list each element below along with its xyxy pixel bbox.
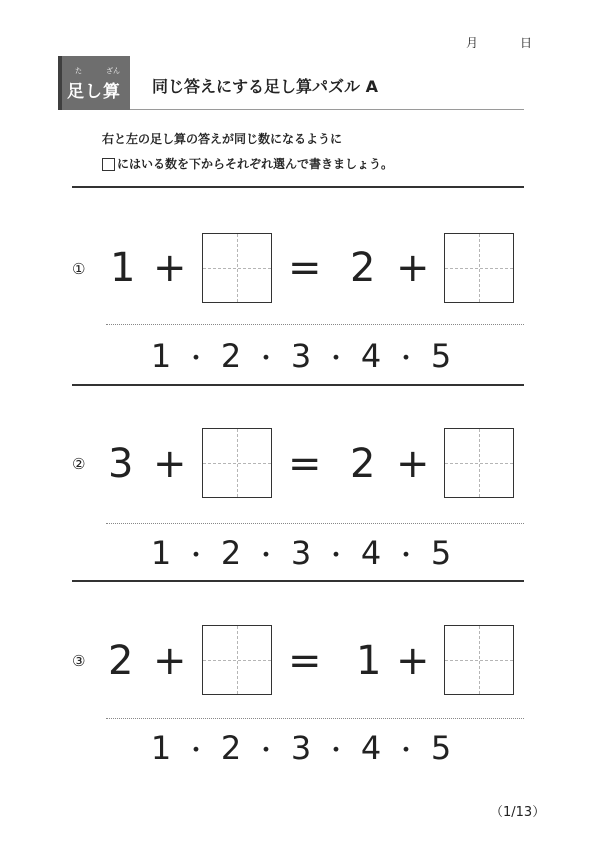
choice-list <box>150 534 452 572</box>
choice-separator: ・ <box>252 344 279 374</box>
choice-separator: ・ <box>252 736 279 766</box>
day-label: 日 <box>520 36 533 50</box>
section-divider <box>72 384 524 386</box>
choice-separator: ・ <box>392 541 419 571</box>
choice-number: 1 <box>150 534 172 572</box>
answer-box-left[interactable] <box>202 428 272 498</box>
left-number: 1 <box>110 245 136 291</box>
plus-sign: + <box>396 245 430 291</box>
choice-separator: ・ <box>182 344 209 374</box>
choice-number: 5 <box>430 534 452 572</box>
choice-number: 3 <box>290 729 312 767</box>
blank-box-icon <box>102 158 115 171</box>
dotted-rule <box>106 324 524 325</box>
choice-list <box>150 337 452 375</box>
choice-number: 2 <box>220 729 242 767</box>
month-label: 月 <box>466 36 479 50</box>
problem-marker: ② <box>72 455 86 473</box>
choice-number: 4 <box>360 534 382 572</box>
plus-sign: + <box>396 638 430 684</box>
equals-sign: = <box>288 245 322 291</box>
category-tag <box>58 56 130 110</box>
section-divider <box>72 186 524 188</box>
plus-sign: + <box>396 441 430 487</box>
problem-marker: ③ <box>72 652 86 670</box>
choice-number: 3 <box>290 534 312 572</box>
page-number: （1/13） <box>490 805 546 820</box>
dotted-rule <box>106 718 524 719</box>
instruction-line-1: 右と左の足し算の答えが同じ数になるように <box>102 132 343 146</box>
plus-sign: + <box>153 638 187 684</box>
category-tag-edge <box>58 56 62 110</box>
left-number: 2 <box>108 638 134 684</box>
answer-box-left[interactable] <box>202 233 272 303</box>
choice-separator: ・ <box>322 541 349 571</box>
answer-box-right[interactable] <box>444 233 514 303</box>
choice-separator: ・ <box>392 736 419 766</box>
plus-sign: + <box>153 441 187 487</box>
choice-number: 1 <box>150 337 172 375</box>
category-label: 足し算 <box>67 81 121 102</box>
choice-number: 5 <box>430 729 452 767</box>
dotted-rule <box>106 523 524 524</box>
answer-box-left[interactable] <box>202 625 272 695</box>
choice-number: 2 <box>220 337 242 375</box>
choice-list <box>150 729 452 767</box>
section-divider <box>72 580 524 582</box>
choice-number: 4 <box>360 729 382 767</box>
choice-separator: ・ <box>322 344 349 374</box>
category-ruby-zan: ざん <box>106 67 120 75</box>
choice-separator: ・ <box>392 344 419 374</box>
answer-box-right[interactable] <box>444 625 514 695</box>
choice-number: 4 <box>360 337 382 375</box>
instruction-line-2 <box>102 155 393 172</box>
category-ruby-ta: た <box>75 67 82 75</box>
answer-box-right[interactable] <box>444 428 514 498</box>
choice-number: 1 <box>150 729 172 767</box>
choice-separator: ・ <box>182 541 209 571</box>
plus-sign: + <box>153 245 187 291</box>
choice-separator: ・ <box>322 736 349 766</box>
left-number: 3 <box>108 441 134 487</box>
choice-number: 5 <box>430 337 452 375</box>
right-number: 1 <box>356 638 382 684</box>
instruction-line-2-text: にはいる数を下からそれぞれ選んで書きましょう。 <box>117 157 394 171</box>
page-title: 同じ答えにする足し算パズル A <box>152 77 378 96</box>
equals-sign: = <box>288 638 322 684</box>
right-number: 2 <box>350 441 376 487</box>
choice-separator: ・ <box>182 736 209 766</box>
right-number: 2 <box>350 245 376 291</box>
title-rule <box>130 109 524 110</box>
choice-separator: ・ <box>252 541 279 571</box>
equals-sign: = <box>288 441 322 487</box>
choice-number: 2 <box>220 534 242 572</box>
choice-number: 3 <box>290 337 312 375</box>
problem-marker: ① <box>72 260 86 278</box>
